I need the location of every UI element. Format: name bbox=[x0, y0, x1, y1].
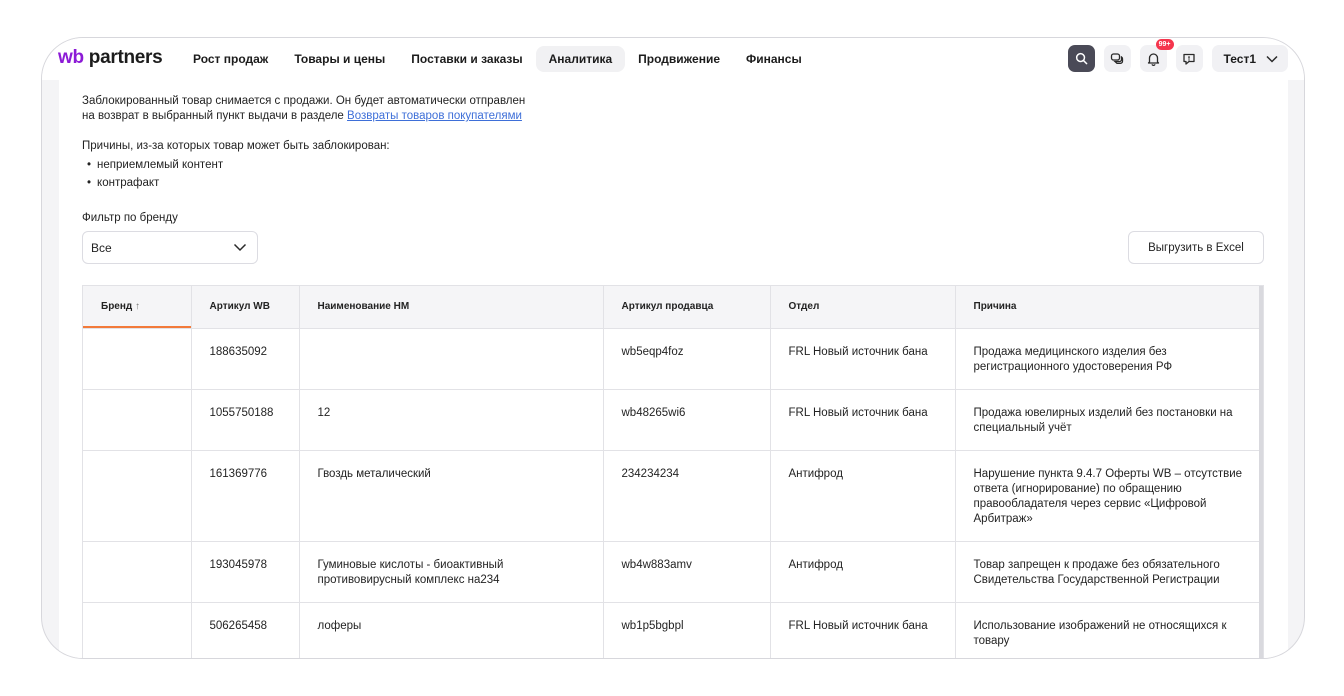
table-row[interactable] bbox=[83, 389, 1261, 450]
column-header-name[interactable]: Наименование НМ bbox=[299, 286, 603, 328]
cell-department: FRL Новый источник бана bbox=[770, 602, 955, 659]
notifications-badge: 99+ bbox=[1156, 39, 1174, 50]
list-item: • неприемлемый контент bbox=[87, 156, 223, 174]
header-actions bbox=[1068, 41, 1288, 72]
bell-icon bbox=[1147, 52, 1160, 66]
cell-name: Гуминовые кислоты - биоактивный противовирусный комплекс на234 bbox=[299, 541, 603, 602]
brand-filter-value: Все bbox=[91, 240, 112, 255]
column-header-reason[interactable]: Причина bbox=[955, 286, 1261, 328]
table-header-row bbox=[83, 286, 1261, 328]
blocked-products-table bbox=[82, 285, 1264, 659]
brand-filter-label: Фильтр по бренду bbox=[82, 212, 178, 224]
cell-name bbox=[299, 328, 603, 389]
cell-seller-article: 234234234 bbox=[603, 450, 770, 541]
cell-department: Антифрод bbox=[770, 450, 955, 541]
main-nav bbox=[180, 46, 815, 72]
cell-article-wb: 506265458 bbox=[191, 602, 299, 659]
column-header-article-wb[interactable]: Артикул WB bbox=[191, 286, 299, 328]
cell-seller-article: wb48265wi6 bbox=[603, 389, 770, 450]
returns-link[interactable]: Возвраты товаров покупателями bbox=[347, 110, 522, 122]
cell-brand bbox=[83, 541, 191, 602]
nav-item-finance[interactable]: Финансы bbox=[746, 52, 802, 66]
reasons-title: Причины, из-за которых товар может быть заблокирован: bbox=[82, 140, 390, 152]
blocked-info-text: Заблокированный товар снимается с продажи. Он будет автоматически отправлен на возврат в выбранный пункт выдачи в разделе Возвраты товаров покупателями bbox=[82, 95, 526, 122]
cell-reason: Продажа медицинского изделия без регистрационного удостоверения РФ bbox=[955, 328, 1261, 389]
cell-reason: Нарушение пункта 9.4.7 Оферты WB – отсутствие ответа (игнорирование) по обращению правообладателя через сервис «Цифровой Арбитраж» bbox=[955, 450, 1261, 541]
cell-seller-article: wb1p5bgbpl bbox=[603, 602, 770, 659]
table-row[interactable] bbox=[83, 450, 1261, 541]
table-row[interactable] bbox=[83, 541, 1261, 602]
cell-department: FRL Новый источник бана bbox=[770, 389, 955, 450]
cell-reason: Продажа ювелирных изделий без постановки на специальный учёт bbox=[955, 389, 1261, 450]
cell-reason: Товар запрещен к продаже без обязательного Свидетельства Государственной Регистрации bbox=[955, 541, 1261, 602]
cell-name: 12 bbox=[299, 389, 603, 450]
list-item: • контрафакт bbox=[87, 174, 223, 192]
reasons-list bbox=[87, 156, 223, 192]
cell-article-wb: 1055750188 bbox=[191, 389, 299, 450]
nav-item-analytics[interactable]: Аналитика bbox=[536, 46, 626, 72]
nav-item-sales-growth[interactable]: Рост продаж bbox=[193, 52, 269, 66]
table-row[interactable] bbox=[83, 602, 1261, 659]
search-icon bbox=[1075, 52, 1088, 65]
user-menu[interactable] bbox=[1212, 45, 1288, 72]
table-row[interactable] bbox=[83, 328, 1261, 389]
cell-name: Гвоздь металический bbox=[299, 450, 603, 541]
cell-brand bbox=[83, 450, 191, 541]
brand-filter-select[interactable] bbox=[82, 231, 258, 264]
cell-article-wb: 193045978 bbox=[191, 541, 299, 602]
cell-brand bbox=[83, 602, 191, 659]
sort-arrow-icon: ↑ bbox=[135, 301, 141, 313]
user-name: Тест1 bbox=[1223, 51, 1256, 66]
chat-button[interactable] bbox=[1104, 45, 1131, 72]
cell-article-wb: 161369776 bbox=[191, 450, 299, 541]
app-window bbox=[41, 37, 1305, 659]
cell-department: FRL Новый источник бана bbox=[770, 328, 955, 389]
export-excel-button[interactable]: Выгрузить в Excel bbox=[1128, 231, 1264, 264]
cell-name: лоферы bbox=[299, 602, 603, 659]
cell-department: Антифрод bbox=[770, 541, 955, 602]
nav-item-supplies-orders[interactable]: Поставки и заказы bbox=[411, 52, 523, 66]
cell-article-wb: 188635092 bbox=[191, 328, 299, 389]
logo[interactable]: wb partners bbox=[58, 47, 163, 68]
feedback-button[interactable] bbox=[1176, 45, 1203, 72]
cell-reason: Использование изображений не относящихся к товару bbox=[955, 602, 1261, 659]
cell-brand bbox=[83, 328, 191, 389]
top-navigation-bar bbox=[42, 38, 1304, 80]
column-header-department[interactable]: Отдел bbox=[770, 286, 955, 328]
main-content bbox=[59, 80, 1288, 659]
column-header-brand[interactable]: Бренд ↑ bbox=[83, 286, 191, 328]
feedback-icon bbox=[1182, 52, 1196, 66]
chevron-down-icon bbox=[1266, 55, 1278, 63]
cell-seller-article: wb4w883amv bbox=[603, 541, 770, 602]
chevron-down-icon bbox=[233, 243, 247, 252]
search-button[interactable] bbox=[1068, 45, 1095, 72]
chat-icon bbox=[1110, 52, 1124, 66]
nav-item-products-prices[interactable]: Товары и цены bbox=[294, 52, 386, 66]
notifications-button[interactable] bbox=[1140, 41, 1171, 72]
cell-brand bbox=[83, 389, 191, 450]
column-header-seller-article[interactable]: Артикул продавца bbox=[603, 286, 770, 328]
nav-item-promotion[interactable]: Продвижение bbox=[638, 52, 720, 66]
table-scrollbar[interactable] bbox=[1259, 286, 1263, 659]
cell-seller-article: wb5eqp4foz bbox=[603, 328, 770, 389]
